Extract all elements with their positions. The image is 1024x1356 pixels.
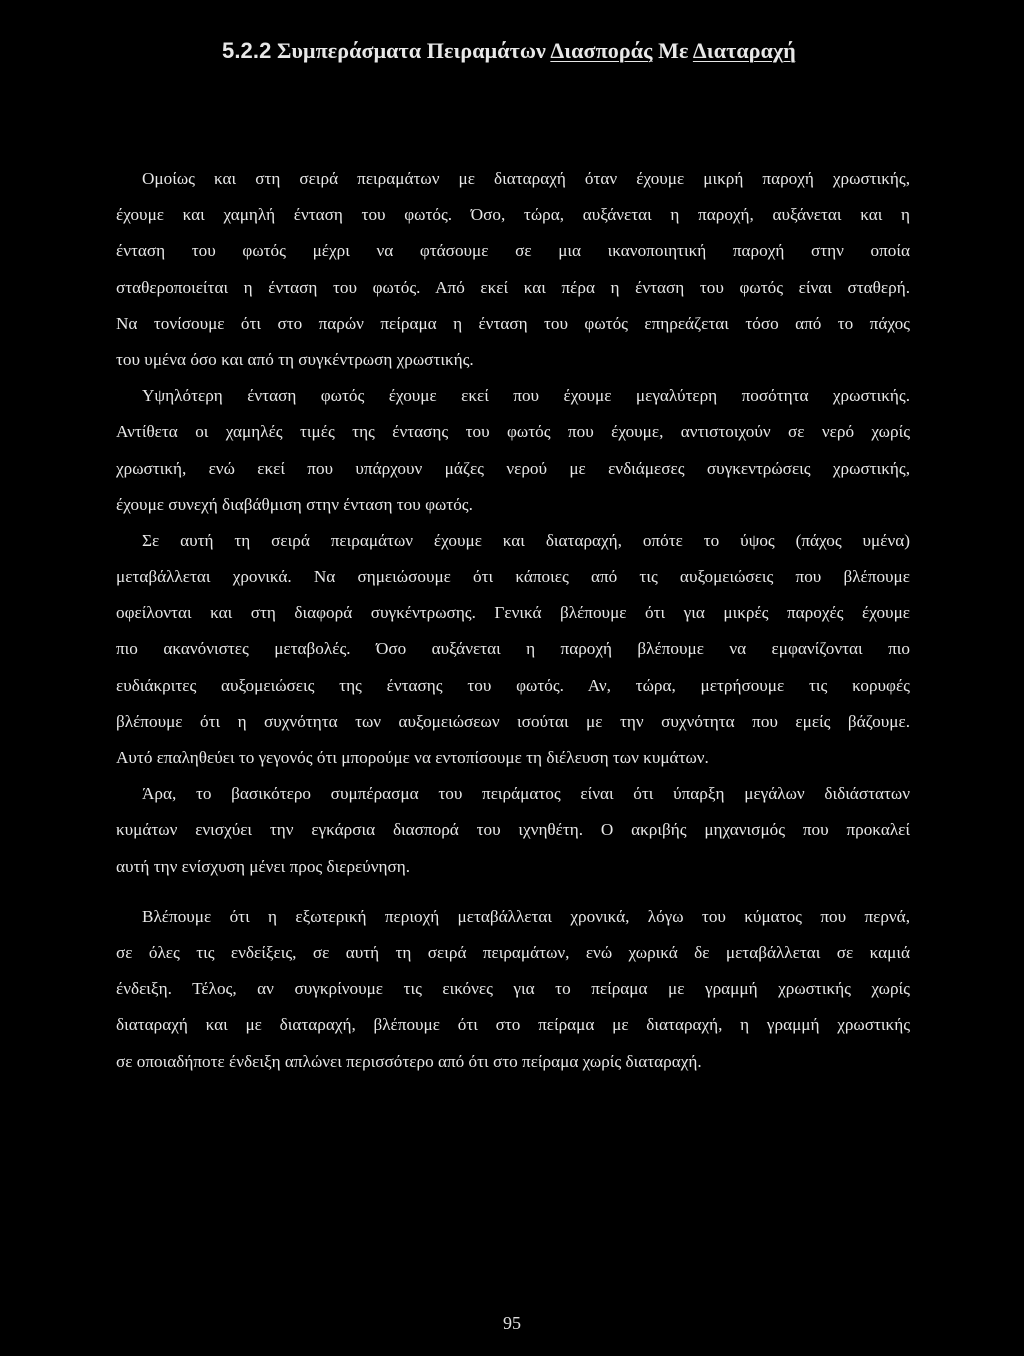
text-line: διαταραχή και με διαταραχή, βλέπουμε ότι στο πείραμα με διαταραχή, η γραμμή χρωστικής: [116, 1015, 910, 1035]
text-line: σταθεροποιείται η ένταση του φωτός. Από εκεί και πέρα η ένταση του φωτός είναι σταθερή.: [116, 277, 910, 297]
text-line: του υμένα όσο και από τη συγκέντρωση χρωστικής.: [116, 349, 474, 369]
text-line: Σε αυτή τη σειρά πειραμάτων έχουμε και διαταραχή, οπότε το ύψος (πάχος υμένα): [142, 530, 910, 550]
text-line: κυμάτων ενισχύει την εγκάρσια διασπορά του ιχνηθέτη. Ο ακριβής μηχανισμός που προκαλεί: [116, 820, 910, 840]
text-line: Ομοίως και στη σειρά πειραμάτων με διαταραχή όταν έχουμε μικρή παροχή χρωστικής,: [142, 169, 910, 188]
text-line: πιο ακανόνιστες μεταβολές. Όσο αυξάνεται η παροχή βλέπουμε να εμφανίζονται πιο: [116, 639, 910, 659]
text-line: σε οποιαδήποτε ένδειξη απλώνει περισσότερο από ότι στο πείραμα χωρίς διαταραχή.: [116, 1051, 702, 1071]
text-line: ένδειξη. Τέλος, αν συγκρίνουμε τις εικόνες για το πείραμα με γραμμή χρωστικής χωρίς: [116, 979, 910, 999]
text-line: ευδιάκριτες αυξομειώσεις της έντασης του φωτός. Αν, τώρα, μετρήσουμε τις κορυφές: [116, 675, 910, 695]
text-line: έχουμε συνεχή διαβάθμιση στην ένταση του φωτός.: [116, 494, 473, 514]
heading-word: Πειραμάτων: [426, 38, 546, 63]
page-number: 95: [503, 1313, 521, 1333]
heading-number: 5.2.2: [222, 38, 272, 63]
text-line: Να τονίσουμε ότι στο παρών πείραμα η ένταση του φωτός επηρεάζεται τόσο από το πάχος: [116, 313, 910, 333]
section-heading: [222, 38, 922, 64]
text-line: ένταση του φωτός μέχρι να φτάσουμε σε μια ικανοποιητική παροχή στην οποία: [116, 241, 910, 261]
text-line: χρωστική, ενώ εκεί που υπάρχουν μάζες νερού με ενδιάμεσες συγκεντρώσεις χρωστικής,: [116, 458, 910, 478]
text-line: Αυτό επαληθεύει το γεγονός ότι μπορούμε να εντοπίσουμε τη διέλευση των κυμάτων.: [116, 748, 709, 767]
text-line: οφείλονται και στη διαφορά συγκέντρωσης. Γενικά βλέπουμε ότι για μικρές παροχές έχουμε: [116, 603, 910, 623]
text-line: Άρα, το βασικότερο συμπέρασμα του πειράματος είναι ότι ύπαρξη μεγάλων διδιάστατων: [142, 784, 910, 804]
paragraph-gap: [116, 885, 910, 899]
text-line: σε όλες τις ενδείξεις, σε αυτή τη σειρά πειραμάτων, ενώ χωρικά δε μεταβάλλεται σε καμιά: [116, 942, 910, 962]
text-line: έχουμε και χαμηλή ένταση του φωτός. Όσο, τώρα, αυξάνεται η παροχή, αυξάνεται και η: [116, 205, 910, 225]
heading-word: Με: [658, 38, 689, 63]
text-line: μεταβάλλεται χρονικά. Να σημειώσουμε ότι κάποιες από τις αυξομειώσεις που βλέπουμε: [116, 567, 910, 587]
text-line: Βλέπουμε ότι η εξωτερική περιοχή μεταβάλλεται χρονικά, λόγω του κύματος που περνά,: [142, 906, 910, 926]
text-line: Υψηλότερη ένταση φωτός έχουμε εκεί που έχουμε μεγαλύτερη ποσότητα χρωστικής.: [142, 386, 910, 406]
heading-word: Συμπεράσματα: [277, 38, 422, 63]
heading-word: Διαταραχή: [692, 38, 796, 63]
body-text: [116, 161, 910, 1080]
heading-word: Διασποράς: [550, 38, 653, 63]
text-line: αυτή την ενίσχυση μένει προς διερεύνηση.: [116, 856, 411, 876]
text-line: Αντίθετα οι χαμηλές τιμές της έντασης του φωτός που έχουμε, αντιστοιχούν σε νερό χωρίς: [116, 422, 910, 442]
text-line: βλέπουμε ότι η συχνότητα των αυξομειώσεων ισούται με την συχνότητα που εμείς βάζουμε.: [116, 711, 910, 731]
